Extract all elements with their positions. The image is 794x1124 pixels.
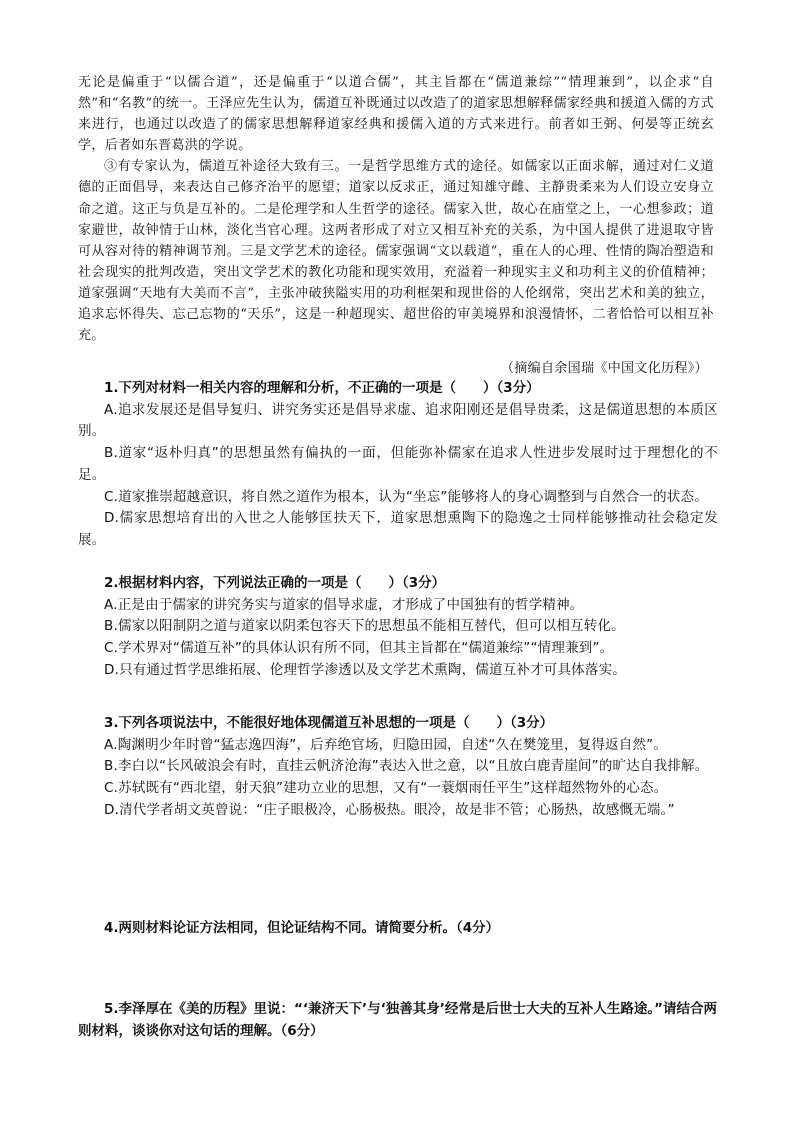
question-1-option-a: A.追求发展还是倡导复归、讲究务实还是倡导求虚、追求阳刚还是倡导贵柔，这是儒道思想的本质区别。 bbox=[78, 401, 718, 440]
question-1-title: 1.下列对材料一相关内容的理解和分析，不正确的一项是（ ）（3分） bbox=[104, 380, 540, 396]
question-1-option-c: C.道家推崇超越意识，将自然之道作为根本，认为“坐忘”能够将人的身心调整到与自然合一的状态。 bbox=[104, 488, 708, 505]
question-1-option-d: D.儒家思想培育出的入世之人能够匡扶天下，道家思想熏陶下的隐逸之士同样能够推动社会稳定发展。 bbox=[78, 510, 718, 548]
question-2-title: 2.根据材料内容，下列说法正确的一项是（ ）（3分） bbox=[104, 575, 446, 591]
question-1-option-b: B.道家“返朴归真”的思想虽然有偏执的一面，但能弥补儒家在追求人性进步发展时过于理想化的不足。 bbox=[78, 445, 718, 483]
question-2-option-d: D.只有通过哲学思维拓展、伦理哲学渗透以及文学艺术熏陶，儒道互补才可具体落实。 bbox=[104, 661, 626, 678]
question-2 bbox=[78, 573, 718, 682]
question-4 bbox=[78, 918, 718, 940]
question-4-title: 4.两则材料论证方法相同，但论证结构不同。请简要分析。（4分） bbox=[104, 920, 500, 936]
question-2-option-b: B.儒家以阳制阴之道与道家以阴柔包容天下的思想虽不能相互替代，但可以相互转化。 bbox=[104, 618, 625, 635]
question-3-option-d: D.清代学者胡文英曾说：“庄子眼极冷，心肠极热。眼冷，故是非不管；心肠热，故感慨无端。” bbox=[104, 801, 675, 818]
question-3-option-b: B.李白以“长风破浪会有时，直挂云帆济沧海”表达入世之意，以“且放白鹿青崖间”的旷达自我排解。 bbox=[104, 758, 709, 775]
question-3 bbox=[78, 713, 718, 822]
question-2-option-a: A.正是由于儒家的讲究务实与道家的倡导求虚，才形成了中国独有的哲学精神。 bbox=[104, 596, 584, 613]
question-5 bbox=[78, 998, 718, 1042]
question-2-option-c: C.学术界对“儒道互补”的具体认识有所不同，但其主旨都在“儒道兼综”“情理兼到”。 bbox=[104, 640, 614, 657]
passage-paragraph-1: 无论是偏重于“以儒合道”，还是偏重于“以道合儒”，其主旨都在“儒道兼综”“情理兼到”，以企求“自然”和“名教”的统一。王泽应先生认为，儒道互补既通过以改造了的道家思想解释儒家经典和援道入儒的方式来进行，也通过以改造了的儒家思想解释道家经典和援儒入道的方式来进行。前者如王弼、何晏等正统玄学，后者如东晋葛洪的学说。 bbox=[78, 75, 714, 154]
passage-source: （摘编自余国瑞《中国文化历程》） bbox=[500, 361, 708, 376]
question-3-option-a: A.陶渊明少年时曾“猛志逸四海”，后弃绝官场，归隐田园，自述“久在樊笼里，复得返自然”。 bbox=[104, 736, 668, 753]
question-3-title: 3.下列各项说法中，不能很好地体现儒道互补思想的一项是（ ）（3分） bbox=[104, 715, 554, 731]
question-3-option-c: C.苏轼既有“西北望，射天狼”建功立业的思想，又有“一蓑烟雨任平生”这样超然物外的心态。 bbox=[104, 780, 668, 797]
question-1 bbox=[78, 378, 718, 552]
passage-paragraph-2: ③有专家认为，儒道互补途径大致有三。一是哲学思维方式的途径。如儒家以正面求解，通过对仁义道德的正面倡导，来表达自己修齐治平的愿望；道家以反求正，通过知雄守雌、主静贵柔来为人们设立安身立命之道。这正与负是互补的。二是伦理学和人生哲学的途径。儒家入世，故心在庙堂之上，一心想参政；道家避世，故钟情于山林，淡化当官心理。这两者形成了对立又相互补充的关系，为中国人提供了进退取守皆可从容对待的精神调节剂。三是文学艺术的途径。儒家强调“文以载道”，重在人的心理、性情的陶冶塑造和社会现实的批判改造，突出文学艺术的教化功能和现实效用，充溢着一种现实主义和功利主义的价值精神；道家强调“天地有大美而不言”，主张冲破狭隘实用的功利框架和现世俗的人伦纲常，突出艺术和美的独立，追求忘怀得失、忘己忘物的“天乐”，这是一种超现实、超世俗的审美境界和浪漫情怀，二者恰恰可以相互补充。 bbox=[78, 159, 714, 344]
reading-passage bbox=[78, 72, 714, 346]
question-5-title: 5.李泽厚在《美的历程》里说：“‘兼济天下’与‘独善其身’经常是后世士大夫的互补人生路途。”请结合两则材料，谈谈你对这句话的理解。（6分） bbox=[78, 1001, 718, 1039]
